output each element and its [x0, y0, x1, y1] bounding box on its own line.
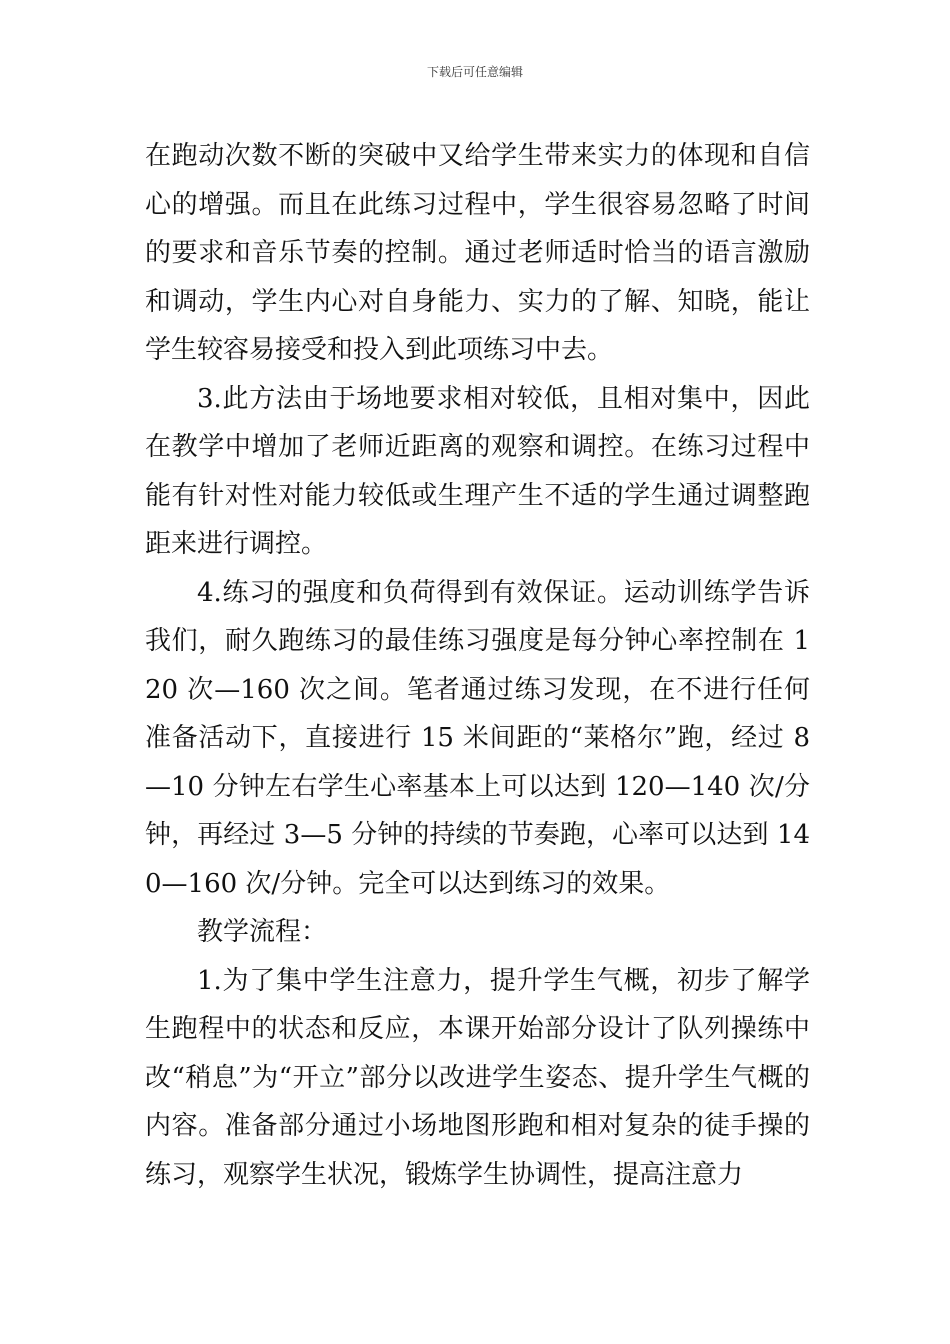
- paragraph-point-3: 3.此方法由于场地要求相对较低，且相对集中，因此在教学中增加了老师近距离的观察和调控。在练习过程中能有针对性对能力较低或生理产生不适的学生通过调整跑距来进行调控。: [145, 383, 810, 559]
- paragraph-point-4: 4.练习的强度和负荷得到有效保证。运动训练学告诉我们，耐久跑练习的最佳练习强度是每分钟心率控制在 120 次—160 次之间。笔者通过练习发现，在不进行任何准备活动下，直接进行 15 米间距的“莱格尔”跑，经过 8—10 分钟左右学生心率基本上可以达到 120—140 次/分钟，再经过 3—5 分钟的持续的节奏跑，心率可以达到 140—160 次/分钟。完全可以达到练习的效果。: [145, 577, 810, 899]
- section-heading-teaching-process: 教学流程：: [197, 917, 328, 947]
- page-header-note: 下载后可任意编辑: [426, 65, 523, 79]
- paragraph-process-1: 1.为了集中学生注意力，提升学生气概，初步了解学生跑程中的状态和反应，本课开始部分设计了队列操练中改“稍息”为“开立”部分以改进学生姿态、提升学生气概的内容。准备部分通过小场地图形跑和相对复杂的徒手操的练习，观察学生状况，锻炼学生协调性，提高注意力: [145, 965, 810, 1190]
- paragraph-continuation: 在跑动次数不断的突破中又给学生带来实力的体现和自信心的增强。而且在此练习过程中，学生很容易忽略了时间的要求和音乐节奏的控制。通过老师适时恰当的语言激励和调动，学生内心对自身能力、实力的了解、知晓，能让学生较容易接受和投入到此项练习中去。: [145, 141, 810, 365]
- document-body: [145, 132, 810, 1199]
